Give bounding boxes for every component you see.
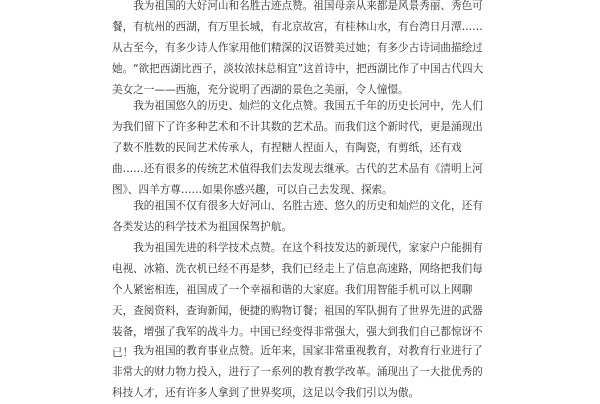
paragraph-education: 我为祖国的教育事业点赞。近年来，国家非常重视教育，对教育行业进行了非常大的财力物力投入，进行了一系列的教育教学改革。涌现出了一大批优秀的科技人才，还有许多人拿到了世界奖项，这足以令我们引以为傲。: [112, 345, 483, 399]
paragraph-landscapes: 我为祖国的大好河山和名胜古迹点赞。祖国母亲从来都是风景秀丽、秀色可餐，有杭州的西湖，有万里长城，有北京故宫，有桂林山水，有台湾日月潭……从古至今，有多少诗人作家用他们精深的汉语赞美过她；有多少古诗词曲描绘过她。“欲把西湖比西子，淡妆浓抹总相宜”这首诗中，把西湖比作了中国古代四大美女之一——西施，充分说明了西湖的景色之美丽，令人憧憬。: [112, 0, 484, 96]
paragraph-science-intro: 我的祖国不仅有很多大好河山、名胜古迹、悠久的历史和灿烂的文化，还有各类发达的科学技术为祖国保驾护航。: [112, 200, 483, 233]
paragraph-technology: 我为祖国先进的科学技术点赞。在这个科技发达的新现代，家家户户能拥有电视、冰箱、洗衣机已经不再是梦，我们已经走上了信息高速路，网络把我们每个人紧密相连，祖国成了一个幸福和谐的大家庭。我们用智能手机可以上网聊天，查阅资料，查询新闻，便捷的购物订餐；祖国的军队拥有了世界先进的武器装备，增强了我军的战斗力。中国已经变得非常强大，强大到我们自己都惊讶不已！: [112, 242, 483, 359]
paragraph-history-culture: 我为祖国悠久的历史、灿烂的文化点赞。我国五千年的历史长河中，先人们为我们留下了许多种艺术和不计其数的艺术品。而我们这个新时代，更是涌现出了数不胜数的民间艺术传承人，有捏糖人捏面人，有陶瓷，有剪纸，还有戏曲……还有很多的传统艺术值得我们去发现去继承。古代的艺术品有《清明上河图》、四羊方尊……如果你感兴趣，可以自己去发现、探索。: [112, 100, 483, 196]
